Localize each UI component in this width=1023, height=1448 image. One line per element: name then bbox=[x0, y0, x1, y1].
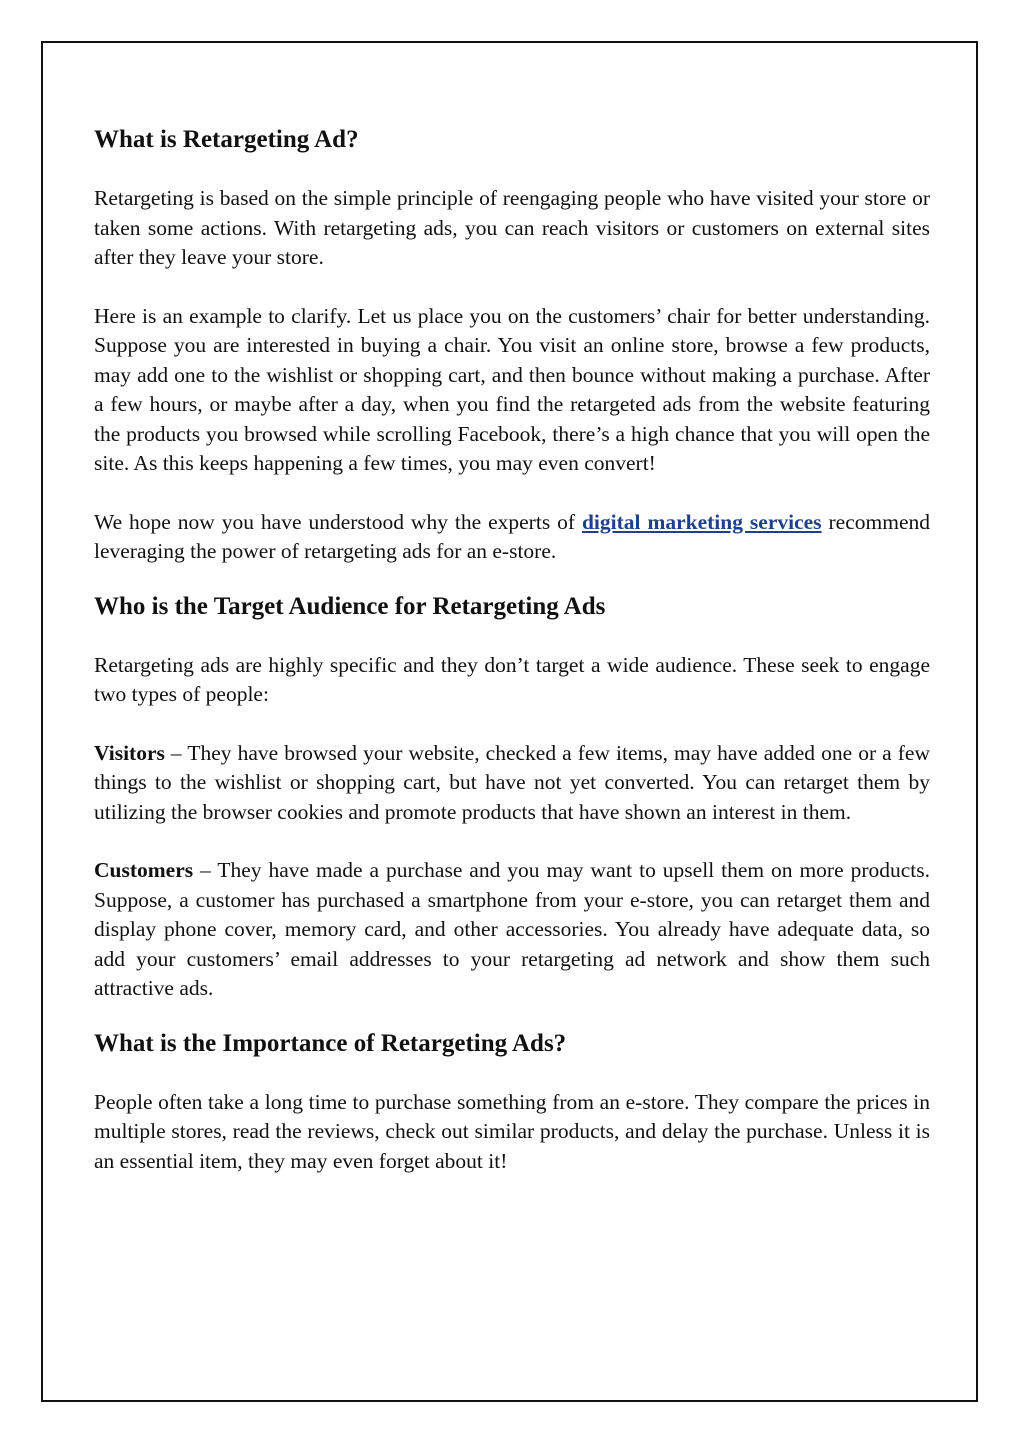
paragraph-audience-intro: Retargeting ads are highly specific and they don’t target a wide audience. These seek to engage two types of people: bbox=[94, 652, 930, 706]
paragraph-retargeting-principle: Retargeting is based on the simple principle of reengaging people who have visited your store or taken some actions. With retargeting ads, you can reach visitors or customers on external sites after they leave your store. bbox=[94, 186, 930, 269]
paragraph-customers bbox=[94, 856, 930, 1004]
heading-what-is-retargeting: What is Retargeting Ad? bbox=[94, 126, 359, 153]
customers-description: – They have made a purchase and you may want to upsell them on more products. Suppose, a customer has purchased a smartphone from your e-store, you can retarget them and display phone cover, memory card, and other accessories. You already have adequate data, so add your customers’ email addresses to your retargeting ad network and show them such attractive ads. bbox=[94, 858, 930, 1000]
visitors-description: – They have browsed your website, checked a few items, may have added one or a few things to the wishlist or shopping cart, but have not yet converted. You can retarget them by utilizing the browser cookies and promote products that have shown an interest in them. bbox=[94, 740, 930, 824]
paragraph-experts bbox=[94, 508, 930, 567]
digital-marketing-services-link[interactable]: digital marketing services bbox=[581, 509, 822, 534]
heading-importance: What is the Importance of Retargeting Ads? bbox=[94, 1029, 567, 1057]
visitors-term: Visitors bbox=[94, 740, 165, 765]
heading-target-audience: Who is the Target Audience for Retargeting Ads bbox=[94, 592, 606, 620]
paragraph-importance: People often take a long time to purchase something from an e-store. They compare the prices in multiple stores, read the reviews, check out similar products, and delay the purchase. Unless it is an essential item, they may even forget about it! bbox=[94, 1089, 930, 1173]
document-body bbox=[94, 122, 930, 1176]
paragraph-visitors bbox=[94, 739, 930, 828]
customers-term: Customers bbox=[94, 858, 194, 882]
experts-text-before: We hope now you have understood why the experts of bbox=[94, 509, 582, 534]
experts-text-after: recommend leveraging the power of retargeting ads for an e-store. bbox=[94, 509, 930, 563]
paragraph-example: Here is an example to clarify. Let us place you on the customers’ chair for better understanding. Suppose you are interested in buying a chair. You visit an online store, browse a few products, may add one to the wishlist or shopping cart, and then bounce without making a purchase. After a few hours, or maybe after a day, when you find the retargeted ads from the website featuring the products you browsed while scrolling Facebook, there’s a high chance that you will open the site. As this keeps happening a few times, you may even convert! bbox=[94, 303, 930, 475]
